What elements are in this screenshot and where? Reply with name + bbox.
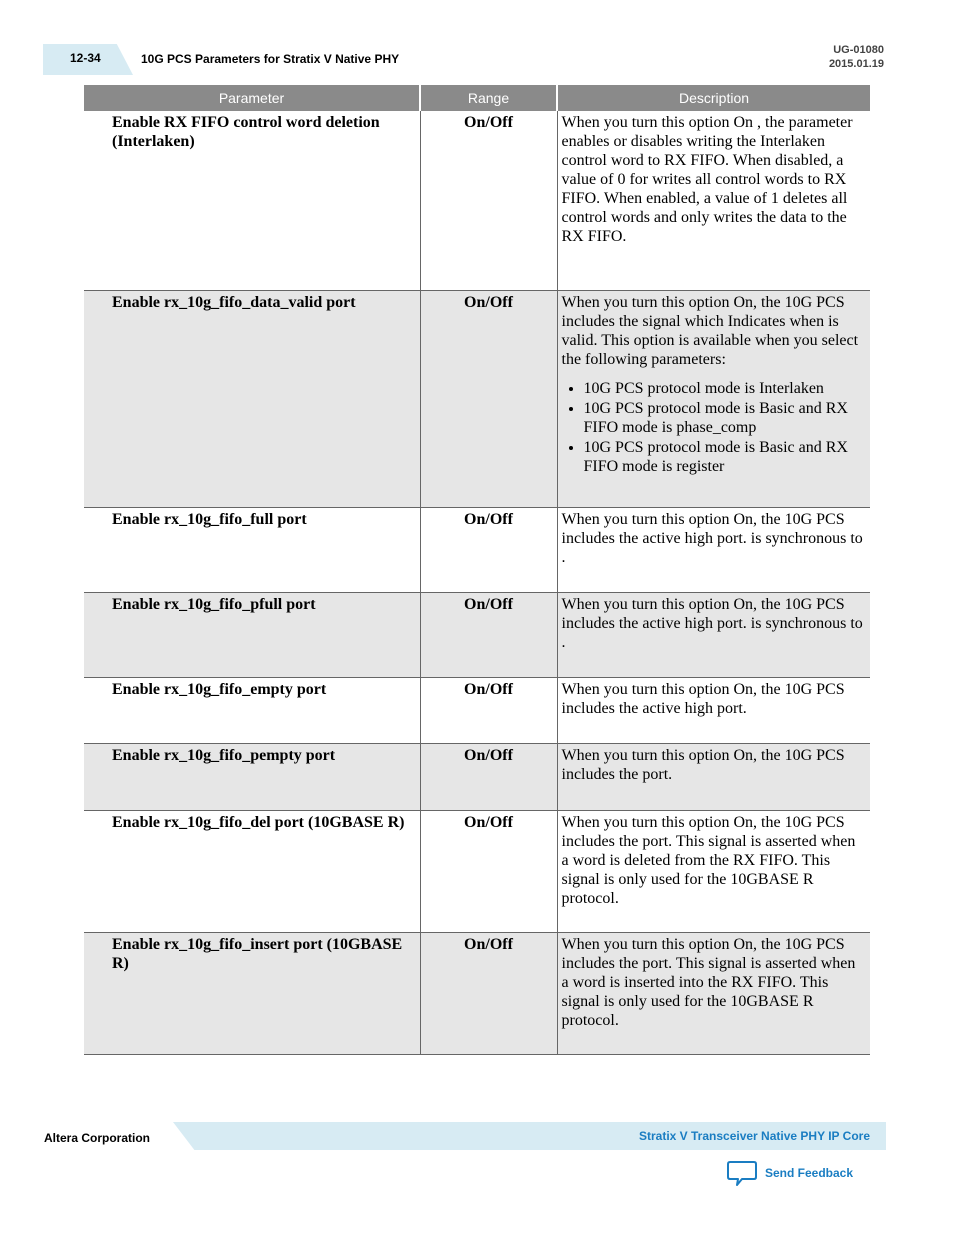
column-header-parameter: Parameter <box>84 85 420 111</box>
table-row <box>84 592 870 677</box>
bullet-list <box>562 379 867 476</box>
parameter-cell: Enable RX FIFO control word deletion (Interlaken) <box>84 111 420 290</box>
parameters-table <box>84 85 870 1055</box>
description-text: When you turn this option On, the 10G PCS includes the active high port. is synchronous to . <box>561 595 863 651</box>
parameter-cell: Enable rx_10g_fifo_insert port (10GBASE R) <box>84 932 420 1054</box>
description-cell <box>557 507 870 592</box>
section-title: 10G PCS Parameters for Stratix V Native PHY <box>141 52 400 66</box>
company-name: Altera Corporation <box>44 1131 151 1145</box>
column-header-description: Description <box>557 85 870 111</box>
description-text: When you turn this option On, the 10G PCS includes the signal which Indicates when is valid. This option is available when you select the following parameters: <box>561 293 859 368</box>
document-id: UG-01080 <box>833 44 884 56</box>
table-row <box>84 743 870 810</box>
range-cell: On/Off <box>420 810 557 932</box>
column-header-range: Range <box>420 85 557 111</box>
parameter-cell: Enable rx_10g_fifo_pfull port <box>84 592 420 677</box>
range-cell: On/Off <box>420 507 557 592</box>
send-feedback-link[interactable] <box>727 1159 853 1187</box>
range-cell: On/Off <box>420 932 557 1054</box>
bullet-item: • 10G PCS protocol mode is Basic and RX FIFO mode is phase_comp <box>584 399 867 437</box>
table-row <box>84 677 870 743</box>
description-cell <box>557 111 870 290</box>
parameter-cell: Enable rx_10g_fifo_data_valid port <box>84 290 420 507</box>
description-text: When you turn this option On, the 10G PCS includes the active high port. <box>561 680 845 717</box>
parameter-cell: Enable rx_10g_fifo_del port (10GBASE R) <box>84 810 420 932</box>
table-header-row <box>84 85 870 111</box>
description-text: When you turn this option On, the 10G PCS includes the port. This signal is asserted when a word is deleted from the RX FIFO. This signal is only used for the 10GBASE R protocol. <box>561 813 856 907</box>
page-number: 12-34 <box>70 51 101 65</box>
description-cell <box>557 743 870 810</box>
table-row <box>84 290 870 507</box>
range-cell: On/Off <box>420 111 557 290</box>
document-date: 2015.01.19 <box>828 58 884 70</box>
description-text: When you turn this option On, the 10G PCS includes the port. <box>561 746 845 783</box>
range-cell: On/Off <box>420 290 557 507</box>
description-cell <box>557 932 870 1054</box>
description-cell <box>557 810 870 932</box>
parameter-cell: Enable rx_10g_fifo_full port <box>84 507 420 592</box>
table-row <box>84 932 870 1054</box>
range-cell: On/Off <box>420 743 557 810</box>
table-row <box>84 111 870 290</box>
bullet-item: • 10G PCS protocol mode is Basic and RX FIFO mode is register <box>584 438 867 476</box>
document-title-link[interactable]: Stratix V Transceiver Native PHY IP Core <box>638 1129 870 1143</box>
table-row <box>84 810 870 932</box>
parameter-cell: Enable rx_10g_fifo_empty port <box>84 677 420 743</box>
document-id-block <box>829 43 884 71</box>
bullet-item: • 10G PCS protocol mode is Interlaken <box>584 379 867 398</box>
description-text: When you turn this option On, the 10G PCS includes the port. This signal is asserted when a word is inserted into the RX FIFO. This signal is only used for the 10GBASE R protocol. <box>561 935 856 1029</box>
description-text: When you turn this option On , the parameter enables or disables writing the Interlaken control word to RX FIFO. When disabled, a value of 0 for writes all control words to RX FIFO. When enabled, a value of 1 deletes all control words and only writes the data to the RX FIFO. <box>561 114 853 245</box>
range-cell: On/Off <box>420 677 557 743</box>
table-row <box>84 507 870 592</box>
speech-bubble-icon <box>727 1159 757 1187</box>
description-cell <box>557 677 870 743</box>
parameter-cell: Enable rx_10g_fifo_pempty port <box>84 743 420 810</box>
description-text: When you turn this option On, the 10G PCS includes the active high port. is synchronous to . <box>561 510 863 566</box>
description-cell <box>557 592 870 677</box>
range-cell: On/Off <box>420 592 557 677</box>
description-cell <box>557 290 870 507</box>
send-feedback-label: Send Feedback <box>765 1166 854 1180</box>
